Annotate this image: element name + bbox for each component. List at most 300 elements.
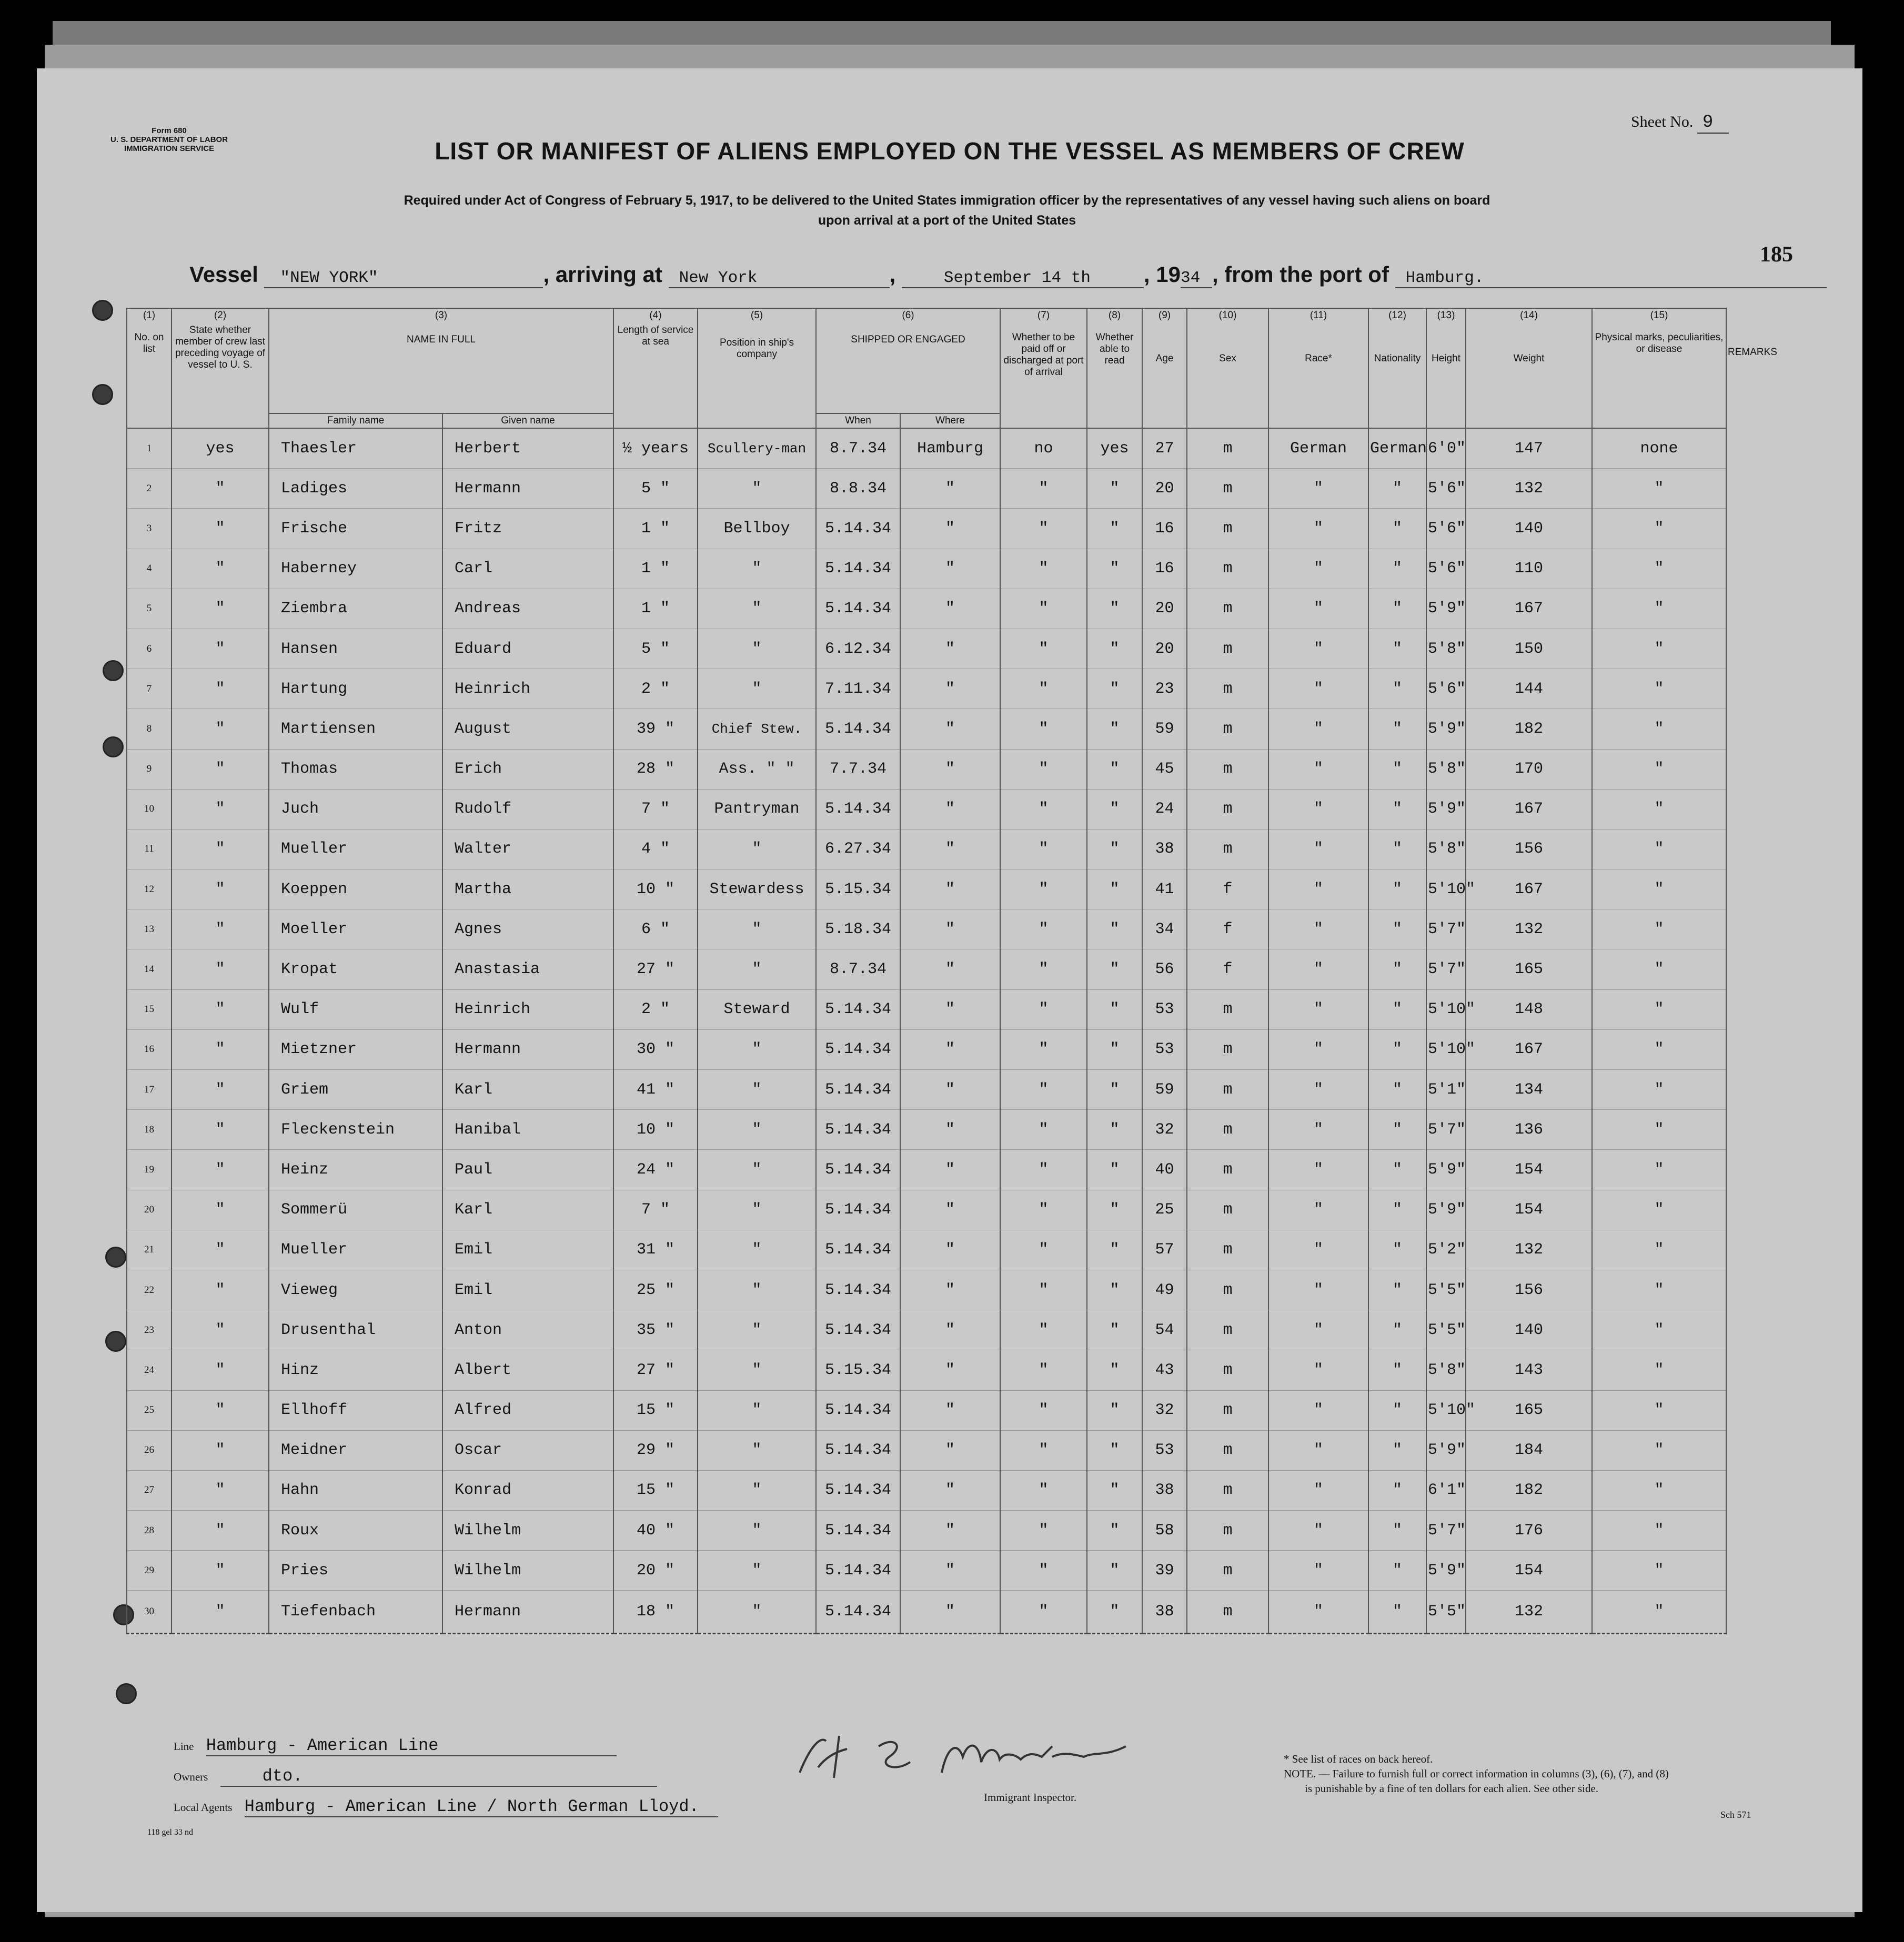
row-number: 1 (127, 428, 172, 469)
physical-cell: " (1592, 1390, 1726, 1430)
physical-cell: " (1592, 1070, 1726, 1110)
form-number: Form 680 (152, 126, 187, 135)
year-suffix: 34 (1181, 269, 1212, 288)
subtitle-line-1: Required under Act of Congress of February 5, 1917, to be delivered to the United States immigration officer by the representatives of any vessel having such aliens on board (404, 193, 1490, 208)
shipped-when-cell: 5.14.34 (816, 1070, 900, 1110)
col-family-name: Family name (269, 413, 442, 428)
race-cell: " (1268, 909, 1368, 949)
family-name-cell: Griem (269, 1070, 442, 1110)
weight-cell: 148 (1466, 989, 1592, 1029)
able-read-cell: " (1087, 1110, 1142, 1150)
shipped-where-cell: " (900, 1470, 1000, 1510)
prev-voyage-cell: " (172, 1390, 269, 1430)
prev-voyage-cell: " (172, 589, 269, 629)
family-name-cell: Wulf (269, 989, 442, 1029)
age-cell: 45 (1142, 749, 1187, 789)
age-cell: 32 (1142, 1110, 1187, 1150)
table-row (127, 749, 1726, 789)
shipped-where-cell: " (900, 629, 1000, 669)
able-read-cell: " (1087, 509, 1142, 549)
prev-voyage-cell: " (172, 949, 269, 989)
family-name-cell: Heinz (269, 1150, 442, 1190)
sex-cell: f (1187, 949, 1268, 989)
service-length-cell: 4 " (613, 829, 698, 869)
weight-cell: 167 (1466, 589, 1592, 629)
sex-cell: f (1187, 909, 1268, 949)
paid-off-cell: " (1000, 1511, 1087, 1551)
subtitle-line-2: upon arrival at a port of the United States (818, 213, 1076, 228)
height-cell: 5'9" (1426, 1150, 1466, 1190)
able-read-cell: " (1087, 749, 1142, 789)
prev-voyage-cell: " (172, 1511, 269, 1551)
arriving-label: , arriving at (543, 262, 662, 287)
given-name-cell: Heinrich (442, 669, 613, 709)
sex-cell: m (1187, 1270, 1268, 1310)
shipped-where-cell: " (900, 1511, 1000, 1551)
weight-cell: 132 (1466, 1230, 1592, 1270)
family-name-cell: Meidner (269, 1430, 442, 1470)
sex-cell: m (1187, 1511, 1268, 1551)
col-sex: (10) Sex (1187, 308, 1268, 428)
sex-cell: m (1187, 589, 1268, 629)
race-cell: " (1268, 1470, 1368, 1510)
shipped-when-cell: 5.14.34 (816, 509, 900, 549)
shipped-when-cell: 8.8.34 (816, 469, 900, 509)
paid-off-cell: " (1000, 789, 1087, 829)
sex-cell: m (1187, 1230, 1268, 1270)
shipped-when-cell: 5.14.34 (816, 1190, 900, 1230)
service-length-cell: 25 " (613, 1270, 698, 1310)
vessel-line: Vessel "NEW YORK" , arriving at New York , September 14 th , 1934 , from the port of Hamburg. (189, 262, 1827, 288)
shipped-where-cell: " (900, 1350, 1000, 1390)
prev-voyage-cell: yes (172, 428, 269, 469)
paid-off-cell: " (1000, 669, 1087, 709)
binder-hole (105, 1247, 126, 1268)
service-length-cell: 10 " (613, 869, 698, 909)
shipped-where-cell: " (900, 1230, 1000, 1270)
paid-off-cell: " (1000, 629, 1087, 669)
table-row (127, 1390, 1726, 1430)
family-name-cell: Ziembra (269, 589, 442, 629)
physical-cell: " (1592, 629, 1726, 669)
paid-off-cell: no (1000, 428, 1087, 469)
race-cell: " (1268, 589, 1368, 629)
given-name-cell: Walter (442, 829, 613, 869)
family-name-cell: Mueller (269, 829, 442, 869)
from-label: , from the port of (1212, 262, 1389, 287)
departure-port: Hamburg. (1395, 269, 1827, 288)
row-number: 4 (127, 549, 172, 589)
paid-off-cell: " (1000, 949, 1087, 989)
physical-cell: " (1592, 1270, 1726, 1310)
race-cell: " (1268, 1551, 1368, 1591)
able-read-cell: " (1087, 1029, 1142, 1069)
manifest-page (37, 68, 1862, 1912)
prev-voyage-cell: " (172, 1150, 269, 1190)
height-cell: 5'6" (1426, 549, 1466, 589)
race-cell: " (1268, 749, 1368, 789)
race-cell: " (1268, 1270, 1368, 1310)
height-cell: 5'9" (1426, 789, 1466, 829)
table-row (127, 789, 1726, 829)
physical-cell: " (1592, 589, 1726, 629)
paid-off-cell: " (1000, 509, 1087, 549)
weight-cell: 143 (1466, 1350, 1592, 1390)
able-read-cell: " (1087, 949, 1142, 989)
family-name-cell: Pries (269, 1551, 442, 1591)
table-row (127, 509, 1726, 549)
sex-cell: m (1187, 509, 1268, 549)
vessel-name: "NEW YORK" (264, 269, 543, 288)
able-read-cell: " (1087, 1230, 1142, 1270)
race-cell: " (1268, 1350, 1368, 1390)
race-cell: " (1268, 1390, 1368, 1430)
family-name-cell: Hartung (269, 669, 442, 709)
table-row (127, 1070, 1726, 1110)
race-cell: " (1268, 949, 1368, 989)
height-cell: 5'10" (1426, 1390, 1466, 1430)
service-length-cell: 1 " (613, 509, 698, 549)
height-cell: 5'10" (1426, 869, 1466, 909)
position-cell: Steward (698, 989, 816, 1029)
service-length-cell: 30 " (613, 1029, 698, 1069)
nationality-cell: " (1368, 1390, 1426, 1430)
race-cell: " (1268, 1150, 1368, 1190)
service-length-cell: 35 " (613, 1310, 698, 1350)
nationality-cell: " (1368, 909, 1426, 949)
service-length-cell: 7 " (613, 1190, 698, 1230)
col-name: (3) NAME IN FULL (269, 308, 613, 413)
page-number: 185 (1760, 242, 1793, 267)
weight-cell: 132 (1466, 469, 1592, 509)
sheet-value: 9 (1697, 113, 1729, 134)
service-length-cell: 1 " (613, 549, 698, 589)
shipped-when-cell: 5.14.34 (816, 549, 900, 589)
sex-cell: m (1187, 1390, 1268, 1430)
height-cell: 5'7" (1426, 1110, 1466, 1150)
able-read-cell: " (1087, 469, 1142, 509)
service-length-cell: 2 " (613, 669, 698, 709)
row-number: 5 (127, 589, 172, 629)
able-read-cell: " (1087, 709, 1142, 749)
table-row (127, 709, 1726, 749)
weight-cell: 132 (1466, 1591, 1592, 1634)
shipped-where-cell: " (900, 909, 1000, 949)
weight-cell: 156 (1466, 829, 1592, 869)
shipped-where-cell: " (900, 789, 1000, 829)
physical-cell: " (1592, 509, 1726, 549)
col-race: (11) Race* (1268, 308, 1368, 428)
age-cell: 24 (1142, 789, 1187, 829)
table-row (127, 1470, 1726, 1510)
nationality-cell: " (1368, 789, 1426, 829)
service-length-cell: 29 " (613, 1430, 698, 1470)
shipped-where-cell: " (900, 829, 1000, 869)
paid-off-cell: " (1000, 469, 1087, 509)
age-cell: 27 (1142, 428, 1187, 469)
service-length-cell: 15 " (613, 1470, 698, 1510)
age-cell: 20 (1142, 469, 1187, 509)
table-row (127, 989, 1726, 1029)
binder-hole (92, 300, 113, 321)
weight-cell: 110 (1466, 549, 1592, 589)
position-cell: " (698, 1511, 816, 1551)
table-row (127, 1110, 1726, 1150)
sex-cell: m (1187, 749, 1268, 789)
height-cell: 5'7" (1426, 1511, 1466, 1551)
race-cell: " (1268, 1110, 1368, 1150)
agents-value: Hamburg - American Line / North German Lloyd. (245, 1797, 718, 1817)
binder-hole (103, 660, 124, 681)
age-cell: 16 (1142, 509, 1187, 549)
prev-voyage-cell: " (172, 549, 269, 589)
age-cell: 53 (1142, 1430, 1187, 1470)
nationality-cell: " (1368, 509, 1426, 549)
age-cell: 16 (1142, 549, 1187, 589)
prev-voyage-cell: " (172, 1110, 269, 1150)
shipped-when-cell: 8.7.34 (816, 428, 900, 469)
nationality-cell: " (1368, 949, 1426, 989)
shipped-when-cell: 5.14.34 (816, 1430, 900, 1470)
able-read-cell: " (1087, 549, 1142, 589)
table-row (127, 1511, 1726, 1551)
note-races: * See list of races on back hereof. (1284, 1753, 1433, 1765)
page-title: LIST OR MANIFEST OF ALIENS EMPLOYED ON THE VESSEL AS MEMBERS OF CREW (435, 137, 1465, 165)
shipped-when-cell: 5.15.34 (816, 869, 900, 909)
position-cell: " (698, 1551, 816, 1591)
row-number: 2 (127, 469, 172, 509)
age-cell: 40 (1142, 1150, 1187, 1190)
given-name-cell: Emil (442, 1270, 613, 1310)
weight-cell: 140 (1466, 509, 1592, 549)
able-read-cell: " (1087, 789, 1142, 829)
position-cell: " (698, 589, 816, 629)
table-row (127, 1190, 1726, 1230)
able-read-cell: " (1087, 669, 1142, 709)
position-cell: " (698, 1430, 816, 1470)
age-cell: 41 (1142, 869, 1187, 909)
given-name-cell: Hermann (442, 469, 613, 509)
weight-cell: 176 (1466, 1511, 1592, 1551)
shipped-where-cell: " (900, 589, 1000, 629)
able-read-cell: " (1087, 1310, 1142, 1350)
binder-hole (105, 1331, 126, 1352)
height-cell: 5'9" (1426, 709, 1466, 749)
able-read-cell: " (1087, 1551, 1142, 1591)
sex-cell: m (1187, 1470, 1268, 1510)
nationality-cell: " (1368, 829, 1426, 869)
able-read-cell: " (1087, 1430, 1142, 1470)
position-cell: " (698, 469, 816, 509)
shipped-when-cell: 5.14.34 (816, 1511, 900, 1551)
weight-cell: 184 (1466, 1430, 1592, 1470)
row-number: 26 (127, 1430, 172, 1470)
row-number: 15 (127, 989, 172, 1029)
paid-off-cell: " (1000, 1551, 1087, 1591)
physical-cell: " (1592, 709, 1726, 749)
print-reference: 118 gel 33 nd (147, 1828, 193, 1837)
prev-voyage-cell: " (172, 749, 269, 789)
physical-cell: " (1592, 989, 1726, 1029)
paid-off-cell: " (1000, 989, 1087, 1029)
height-cell: 5'2" (1426, 1230, 1466, 1270)
paid-off-cell: " (1000, 1150, 1087, 1190)
family-name-cell: Thaesler (269, 428, 442, 469)
given-name-cell: Agnes (442, 909, 613, 949)
sex-cell: m (1187, 549, 1268, 589)
shipped-when-cell: 5.15.34 (816, 1350, 900, 1390)
row-number: 13 (127, 909, 172, 949)
weight-cell: 182 (1466, 709, 1592, 749)
family-name-cell: Hinz (269, 1350, 442, 1390)
prev-voyage-cell: " (172, 629, 269, 669)
shipped-when-cell: 5.14.34 (816, 1551, 900, 1591)
prev-voyage-cell: " (172, 1070, 269, 1110)
position-cell: " (698, 1070, 816, 1110)
physical-cell: " (1592, 1350, 1726, 1390)
race-cell: " (1268, 989, 1368, 1029)
paid-off-cell: " (1000, 829, 1087, 869)
nationality-cell: " (1368, 749, 1426, 789)
weight-cell: 165 (1466, 1390, 1592, 1430)
nationality-cell: " (1368, 1070, 1426, 1110)
given-name-cell: Wilhelm (442, 1551, 613, 1591)
given-name-cell: Carl (442, 549, 613, 589)
agents-label: Local Agents (174, 1801, 233, 1814)
weight-cell: 167 (1466, 789, 1592, 829)
shipped-when-cell: 5.14.34 (816, 789, 900, 829)
prev-voyage-cell: " (172, 709, 269, 749)
weight-cell: 154 (1466, 1551, 1592, 1591)
owners-field (174, 1766, 657, 1787)
nationality-cell: " (1368, 1270, 1426, 1310)
col-when: When (816, 413, 900, 428)
nationality-cell: " (1368, 469, 1426, 509)
sex-cell: m (1187, 709, 1268, 749)
age-cell: 34 (1142, 909, 1187, 949)
shipped-where-cell: " (900, 749, 1000, 789)
nationality-cell: " (1368, 709, 1426, 749)
family-name-cell: Frische (269, 509, 442, 549)
col-height: (13) Height (1426, 308, 1466, 428)
sex-cell: m (1187, 669, 1268, 709)
family-name-cell: Drusenthal (269, 1310, 442, 1350)
shipped-where-cell: " (900, 469, 1000, 509)
shipped-where-cell: " (900, 989, 1000, 1029)
table-row (127, 549, 1726, 589)
age-cell: 57 (1142, 1230, 1187, 1270)
shipped-when-cell: 8.7.34 (816, 949, 900, 989)
row-number: 30 (127, 1591, 172, 1634)
table-row (127, 909, 1726, 949)
family-name-cell: Juch (269, 789, 442, 829)
family-name-cell: Martiensen (269, 709, 442, 749)
age-cell: 25 (1142, 1190, 1187, 1230)
service-length-cell: 41 " (613, 1070, 698, 1110)
sex-cell: m (1187, 1029, 1268, 1069)
given-name-cell: Anastasia (442, 949, 613, 989)
race-cell: " (1268, 1230, 1368, 1270)
prev-voyage-cell: " (172, 1350, 269, 1390)
position-cell: " (698, 829, 816, 869)
vessel-label: Vessel (189, 262, 258, 287)
position-cell: " (698, 1029, 816, 1069)
table-row (127, 869, 1726, 909)
position-cell: Scullery-man (698, 428, 816, 469)
age-cell: 38 (1142, 829, 1187, 869)
prev-voyage-cell: " (172, 509, 269, 549)
age-cell: 20 (1142, 589, 1187, 629)
given-name-cell: Karl (442, 1070, 613, 1110)
weight-cell: 167 (1466, 869, 1592, 909)
physical-cell: " (1592, 1591, 1726, 1634)
line-field (174, 1736, 617, 1756)
given-name-cell: Emil (442, 1230, 613, 1270)
service-length-cell: 27 " (613, 949, 698, 989)
col-paid-off: (7) Whether to be paid off or discharged at port of arrival (1000, 308, 1087, 428)
physical-cell: " (1592, 1310, 1726, 1350)
given-name-cell: August (442, 709, 613, 749)
height-cell: 5'5" (1426, 1310, 1466, 1350)
row-number: 22 (127, 1270, 172, 1310)
col-prev-voyage: (2) State whether member of crew last preceding voyage of vessel to U. S. (172, 308, 269, 428)
shipped-where-cell: " (900, 1310, 1000, 1350)
height-cell: 6'0" (1426, 428, 1466, 469)
manifest-body (127, 428, 1726, 1634)
row-number: 19 (127, 1150, 172, 1190)
sex-cell: m (1187, 428, 1268, 469)
service-length-cell: 18 " (613, 1591, 698, 1634)
row-number: 17 (127, 1070, 172, 1110)
nationality-cell: " (1368, 1470, 1426, 1510)
position-cell: " (698, 909, 816, 949)
given-name-cell: Anton (442, 1310, 613, 1350)
row-number: 10 (127, 789, 172, 829)
shipped-where-cell: " (900, 1270, 1000, 1310)
row-number: 23 (127, 1310, 172, 1350)
height-cell: 5'7" (1426, 949, 1466, 989)
table-row (127, 589, 1726, 629)
able-read-cell: " (1087, 629, 1142, 669)
shipped-when-cell: 7.7.34 (816, 749, 900, 789)
arrival-port: New York (669, 269, 890, 288)
paid-off-cell: " (1000, 1070, 1087, 1110)
physical-cell: " (1592, 1230, 1726, 1270)
age-cell: 56 (1142, 949, 1187, 989)
table-row (127, 669, 1726, 709)
position-cell: " (698, 1310, 816, 1350)
height-cell: 5'8" (1426, 749, 1466, 789)
nationality-cell: " (1368, 1350, 1426, 1390)
col-given-name: Given name (442, 413, 613, 428)
shipped-where-cell: " (900, 1591, 1000, 1634)
shipped-where-cell: " (900, 869, 1000, 909)
shipped-where-cell: " (900, 1150, 1000, 1190)
paid-off-cell: " (1000, 1230, 1087, 1270)
line-value: Hamburg - American Line (206, 1736, 617, 1756)
given-name-cell: Hermann (442, 1029, 613, 1069)
shipped-where-cell: " (900, 1070, 1000, 1110)
prev-voyage-cell: " (172, 1029, 269, 1069)
weight-cell: 147 (1466, 428, 1592, 469)
shipped-when-cell: 5.14.34 (816, 1230, 900, 1270)
shipped-when-cell: 6.12.34 (816, 629, 900, 669)
col-shipped: (6) SHIPPED OR ENGAGED (816, 308, 1000, 413)
service-name: IMMIGRATION SERVICE (124, 144, 215, 153)
row-number: 28 (127, 1511, 172, 1551)
height-cell: 5'10" (1426, 1029, 1466, 1069)
family-name-cell: Haberney (269, 549, 442, 589)
